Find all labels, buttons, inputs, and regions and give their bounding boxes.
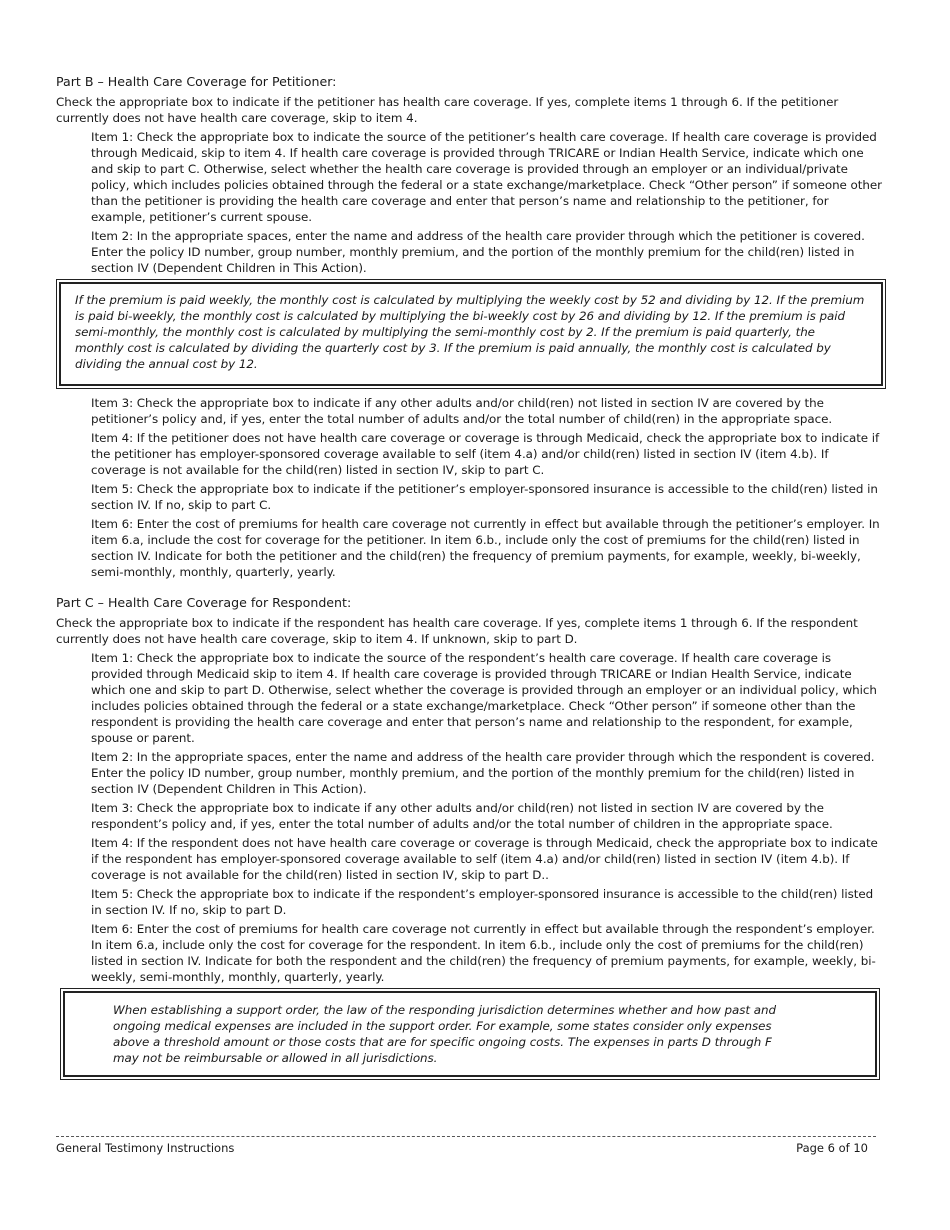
part-c-section [56,594,886,1080]
premium-calculation-note-text: If the premium is paid weekly, the monthly cost is calculated by multiplying the weekly cost by 52 and dividing by 12. If the premium is paid bi-weekly, the monthly cost is calculated by multiplying the bi-weekly cost by 26 and dividing by 12. If the premium is paid semi-monthly, the monthly cost is calculated by multiplying the semi-monthly cost by 2. If the premium is paid quarterly, the monthly cost is calculated by dividing the quarterly cost by 3. If the premium is paid annually, the monthly cost is calculated by dividing the annual cost by 12. [59,282,883,386]
part-c-item-5: Item 5: Check the appropriate box to indicate if the respondent’s employer-sponsored insurance is accessible to the child(ren) listed in section IV. If no, skip to part D. [91,887,874,917]
part-b-item-2: Item 2: In the appropriate spaces, enter the name and address of the health care provider through which the petitioner is covered. Enter the policy ID number, group number, monthly premium, and the portion of the monthly premium for the child(ren) listed in section IV (Dependent Children in This Action). [91,229,865,275]
part-c-item-6: Item 6: Enter the cost of premiums for health care coverage not currently in effect but available through the respondent’s employer. In item 6.a, include only the cost for coverage for the respondent. In item 6.b., include only the cost of premiums for the child(ren) listed in section IV. Indicate for both the respondent and the child(ren) the frequency of premium payments, for example, weekly, bi-weekly, semi-monthly, monthly, quarterly, yearly. [91,922,876,984]
part-c-intro: Check the appropriate box to indicate if the respondent has health care coverage. If yes, complete items 1 through 6. If the respondent currently does not have health care coverage, skip to item 4. If unknown, skip to part D. [56,616,858,646]
part-b-heading: Part B – Health Care Coverage for Petitioner: [56,74,337,89]
part-b-item-5: Item 5: Check the appropriate box to indicate if the petitioner’s employer-sponsored insurance is accessible to the child(ren) listed in section IV. If no, skip to part C. [91,482,878,512]
part-c-heading: Part C – Health Care Coverage for Respondent: [56,595,352,610]
part-c-item-4: Item 4: If the respondent does not have health care coverage or coverage is through Medicaid, check the appropriate box to indicate if the respondent has employer-sponsored coverage available to self (item 4.a) and/or child(ren) listed in section IV (item 4.b). If coverage is not available for the child(ren) listed in section IV, skip to part D.. [91,836,878,882]
part-b-item-4: Item 4: If the petitioner does not have health care coverage or coverage is through Medicaid, check the appropriate box to indicate if the petitioner has employer-sponsored coverage available to self (item 4.a) and/or child(ren) listed in section IV (item 4.b). If coverage is not available for the child(ren) listed in section IV, skip to part C. [91,431,880,477]
part-c-item-2: Item 2: In the appropriate spaces, enter the name and address of the health care provider through which the respondent is covered. Enter the policy ID number, group number, monthly premium, and the portion of the monthly premium for the child(ren) listed in section IV (Dependent Children in This Action). [91,750,875,796]
document-page [56,73,886,1086]
part-b-item-6: Item 6: Enter the cost of premiums for health care coverage not currently in effect but available through the petitioner’s employer. In item 6.a, include the cost for coverage for the petitioner. In item 6.b., include only the cost of premiums for the child(ren) listed in section IV. Indicate for both the petitioner and the child(ren) the frequency of premium payments, for example, weekly, bi-weekly, semi-monthly, monthly, quarterly, yearly. [91,517,880,579]
medical-expenses-note [60,988,880,1080]
page-footer [56,1136,876,1156]
medical-expenses-note-text: When establishing a support order, the law of the responding jurisdiction determines whether and how past and ongoing medical expenses are included in the support order. For example, some states consider only expenses above a threshold amount or those costs that are for specific ongoing costs. The expenses in parts D through F may not be reimbursable or allowed in all jurisdictions. [63,991,877,1077]
part-b-item-3: Item 3: Check the appropriate box to indicate if any other adults and/or child(ren) not listed in section IV are covered by the petitioner’s policy and, if yes, enter the total number of adults and/or the total number of child(ren) in the appropriate space. [91,396,833,426]
part-b-section [56,73,886,580]
part-b-intro: Check the appropriate box to indicate if the petitioner has health care coverage. If yes, complete items 1 through 6. If the petitioner currently does not have health care coverage, skip to item 4. [56,95,839,125]
part-c-item-1: Item 1: Check the appropriate box to indicate the source of the respondent’s health care coverage. If health care coverage is provided through Medicaid skip to item 4. If health care coverage is provided through TRICARE or Indian Health Service, indicate which one and skip to part D. Otherwise, select whether the coverage is provided through an employer or an individual policy, which includes policies obtained through the federal or a state exchange/marketplace. Check “Other person” if someone other than the respondent is providing the health care coverage and enter that person’s name and relationship to the respondent, for example, spouse or parent. [91,651,877,745]
part-c-item-3: Item 3: Check the appropriate box to indicate if any other adults and/or child(ren) not listed in section IV are covered by the respondent’s policy and, if yes, enter the total number of adults and/or the total number of children in the appropriate space. [91,801,833,831]
footer-document-title: General Testimony Instructions [56,1141,235,1155]
footer-page-number: Page 6 of 10 [796,1141,868,1155]
premium-calculation-note [56,279,886,389]
part-b-item-1: Item 1: Check the appropriate box to indicate the source of the petitioner’s health care coverage. If health care coverage is provided through Medicaid, skip to item 4. If health care coverage is provided through TRICARE or Indian Health Service, indicate which one and skip to part C. Otherwise, select whether the health care coverage is provided through an employer or an individual/private policy, which includes policies obtained through the federal or a state exchange/marketplace. Check “Other person” if someone other than the petitioner is providing the health care coverage and enter that person’s name and relationship to the petitioner, for example, petitioner’s current spouse. [91,130,882,224]
